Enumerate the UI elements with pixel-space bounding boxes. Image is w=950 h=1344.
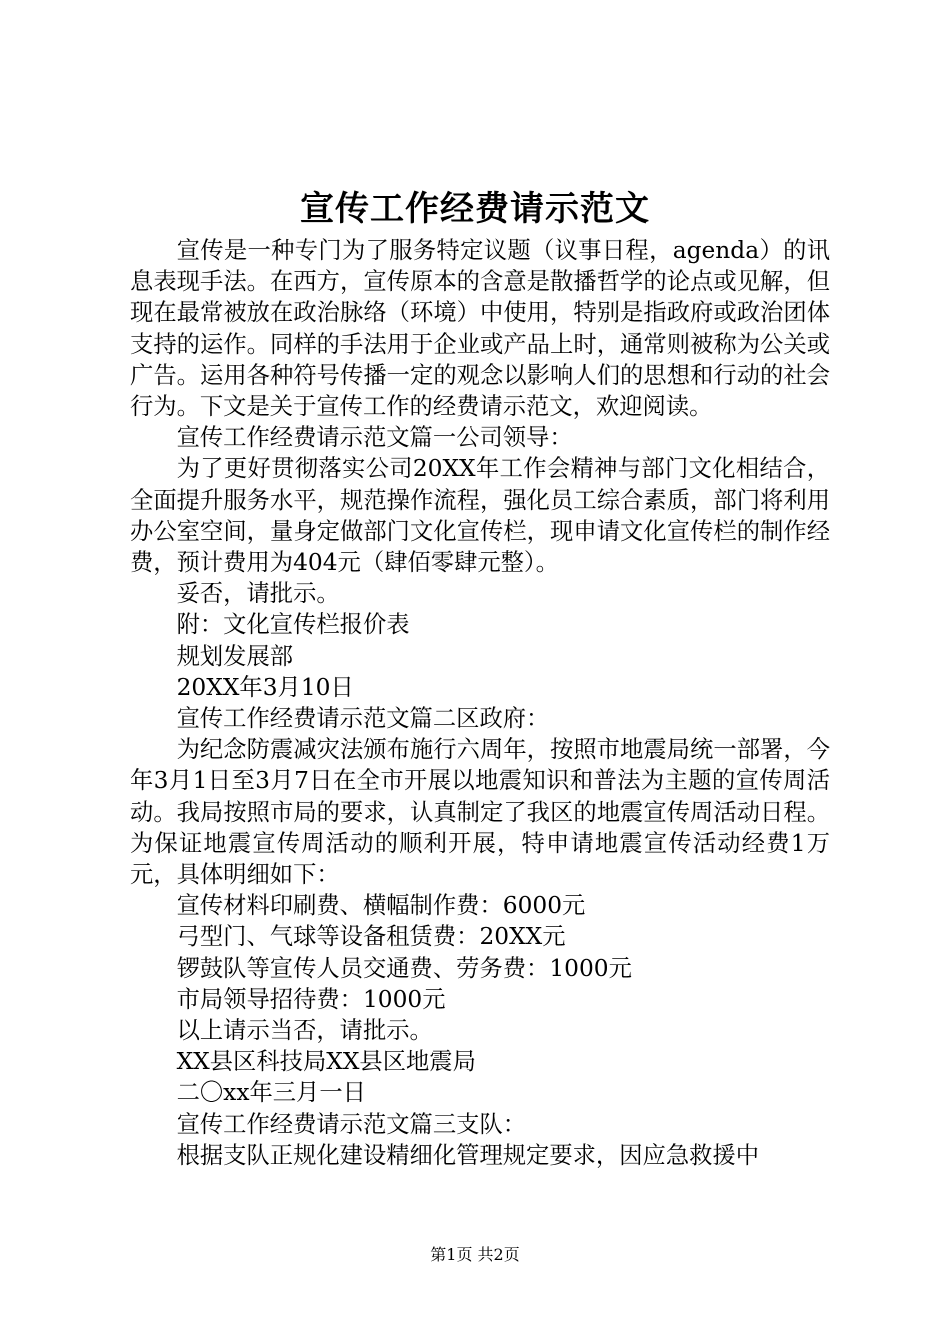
section1-signer: 规划发展部 bbox=[176, 642, 294, 670]
section1-closing: 妥否，请批示。 bbox=[176, 580, 340, 608]
section2-date: 二〇xx年三月一日 bbox=[176, 1079, 366, 1107]
intro-paragraph: 宣传是一种专门为了服务特定议题（议事日程，agenda）的讯息表现手法。在西方，宣传原本的含意是散播哲学的论点或见解，但现在最常被放在政治脉络（环境）中使用，特别是指政府或政治团体支持的运作。同样的手法用于企业或产品上时，通常则被称为公关或广告。运用各种符号传播一定的观念以影响人们的思想和行动的社会行为。下文是关于宣传工作的经费请示范文，欢迎阅读。 bbox=[130, 237, 830, 421]
section2-signer: XX县区科技局XX县区地震局 bbox=[176, 1048, 476, 1076]
section2-body: 为纪念防震减灾法颁布施行六周年，按照市地震局统一部署，今年3月1日至3月7日在全市开展以地震知识和普法为主题的宣传周活动。我局按照市局的要求，认真制定了我区的地震宣传周活动日程。为保证地震宣传周活动的顺利开展，特申请地震宣传活动经费1万元，具体明细如下： bbox=[130, 736, 830, 889]
expense-item: 锣鼓队等宣传人员交通费、劳务费：1000元 bbox=[176, 954, 632, 982]
section1-body: 为了更好贯彻落实公司20XX年工作会精神与部门文化相结合，全面提升服务水平，规范操作流程，强化员工综合素质，部门将利用办公室空间，量身定做部门文化宣传栏，现申请文化宣传栏的制作经费，预计费用为404元（肆佰零肆元整）。 bbox=[130, 455, 830, 577]
section3-body: 根据支队正规化建设精细化管理规定要求，因应急救援中 bbox=[176, 1141, 760, 1169]
expense-item: 市局领导招待费：1000元 bbox=[176, 985, 446, 1013]
document-body bbox=[130, 235, 830, 1171]
section2-closing: 以上请示当否，请批示。 bbox=[176, 1017, 433, 1045]
expense-item: 宣传材料印刷费、横幅制作费：6000元 bbox=[176, 892, 586, 920]
document-title: 宣传工作经费请示范文 bbox=[300, 189, 650, 229]
section1-date: 20XX年3月10日 bbox=[176, 673, 354, 701]
page-footer: 第1页 共2页 bbox=[430, 1245, 520, 1264]
section3-heading: 宣传工作经费请示范文篇三支队： bbox=[176, 1110, 527, 1138]
section1-attachment: 附：文化宣传栏报价表 bbox=[176, 611, 410, 639]
section2-heading: 宣传工作经费请示范文篇二区政府： bbox=[176, 705, 550, 733]
expense-item: 弓型门、气球等设备租赁费：20XX元 bbox=[176, 923, 566, 951]
section1-heading: 宣传工作经费请示范文篇一公司领导： bbox=[176, 424, 573, 452]
